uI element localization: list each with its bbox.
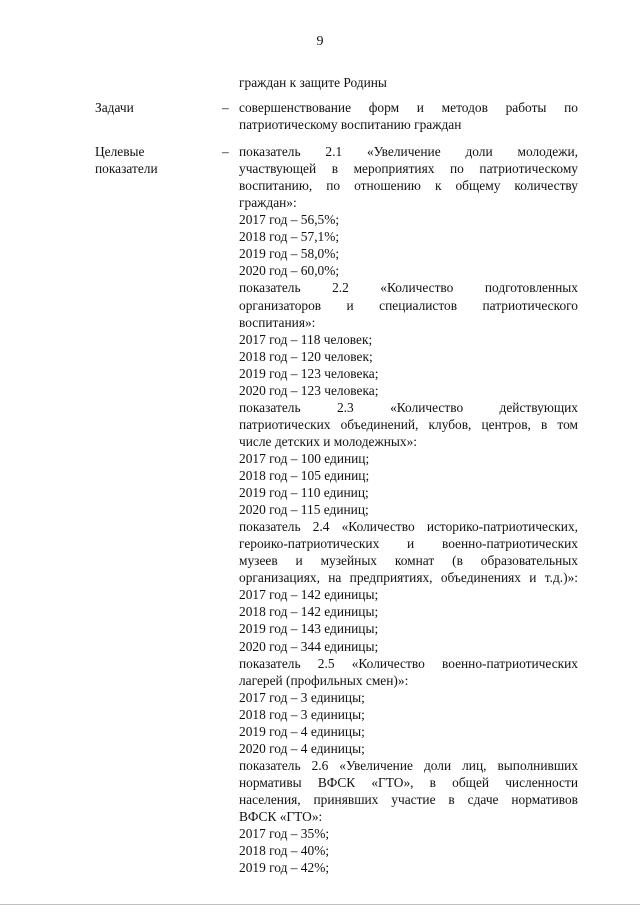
target-line: показатель 2.5 «Количество военно-патриотических [239,655,578,671]
target-line: 2017 год – 35%; [239,826,330,841]
target-line: 2017 год – 118 человек; [239,331,373,347]
target-line: героико-патриотических и военно-патриотических [239,536,578,552]
target-line: 2020 год – 4 единицы; [239,740,365,756]
target-line: ВФСК «ГТО»: [239,809,323,824]
page-number: 9 [316,34,324,49]
target-line: показатель 2.6 «Увеличение доли лиц, выполнивших [239,757,578,773]
target-line: 2017 год – 100 единиц; [239,450,370,466]
target-line: 2020 год – 115 единиц; [239,502,369,518]
tasks-line: совершенствование форм и методов работы по [239,100,578,115]
target-line: 2020 год – 344 единицы; [239,638,379,654]
target-line: 2019 год – 143 единицы; [239,621,379,637]
target-line: организациях, на предприятиях, объединениях и т.д.)»: [239,570,578,586]
target-line: музеев и музейных комнат (в образовательных [239,553,578,569]
target-line: патриотических объединений, клубов, центров, в том [239,416,578,432]
targets-dash: – [222,144,229,159]
targets-label: Целевые [95,144,145,159]
target-line: 2017 год – 56,5%; [239,212,340,228]
target-line: числе детских и молодежных»: [239,433,418,449]
target-line: 2018 год – 40%; [239,843,330,859]
target-line: показатель 2.4 «Количество историко-патриотических, [239,519,578,535]
intro-line: граждан к защите Родины [239,75,387,90]
tasks-dash: – [222,100,229,115]
target-line: показатель 2.1 «Увеличение доли молодежи, [239,144,578,159]
target-line: граждан»: [239,195,297,211]
target-line: 2017 год – 142 единицы; [239,587,379,603]
target-line: населения, принявших участие в сдаче нормативов [239,791,578,807]
target-line: воспитанию, по отношению к общему количеству [239,178,578,194]
tasks-line: патриотическому воспитанию граждан [239,117,462,132]
target-line: 2018 год – 142 единицы; [239,604,379,620]
target-line: показатель 2.2 «Количество подготовленных [239,280,578,296]
target-line: 2019 год – 4 единицы; [239,723,365,739]
targets-label: показатели [95,161,158,176]
target-line: 2019 год – 58,0%; [239,246,340,262]
target-line: 2018 год – 105 единиц; [239,467,370,483]
target-line: 2019 год – 123 человека; [239,365,379,381]
target-line: 2019 год – 42%; [239,860,330,876]
tasks-label: Задачи [95,100,134,115]
target-line: 2019 год – 110 единиц; [239,485,369,500]
target-line: участвующей в мероприятиях по патриотическому [239,161,578,177]
target-line: 2018 год – 57,1%; [239,229,340,245]
target-line: организаторов и специалистов патриотического [239,297,578,313]
target-line: нормативы ВФСК «ГТО», в общей численности [239,774,578,790]
target-line: 2018 год – 3 единицы; [239,706,365,722]
target-line: 2020 год – 60,0%; [239,263,340,279]
target-line: показатель 2.3 «Количество действующих [239,399,578,415]
target-line: 2018 год – 120 человек; [239,348,373,364]
target-line: 2020 год – 123 человека; [239,382,379,398]
target-line: лагерей (профильных смен)»: [239,672,409,688]
target-line: 2017 год – 3 единицы; [239,689,365,705]
target-line: воспитания»: [239,314,316,330]
